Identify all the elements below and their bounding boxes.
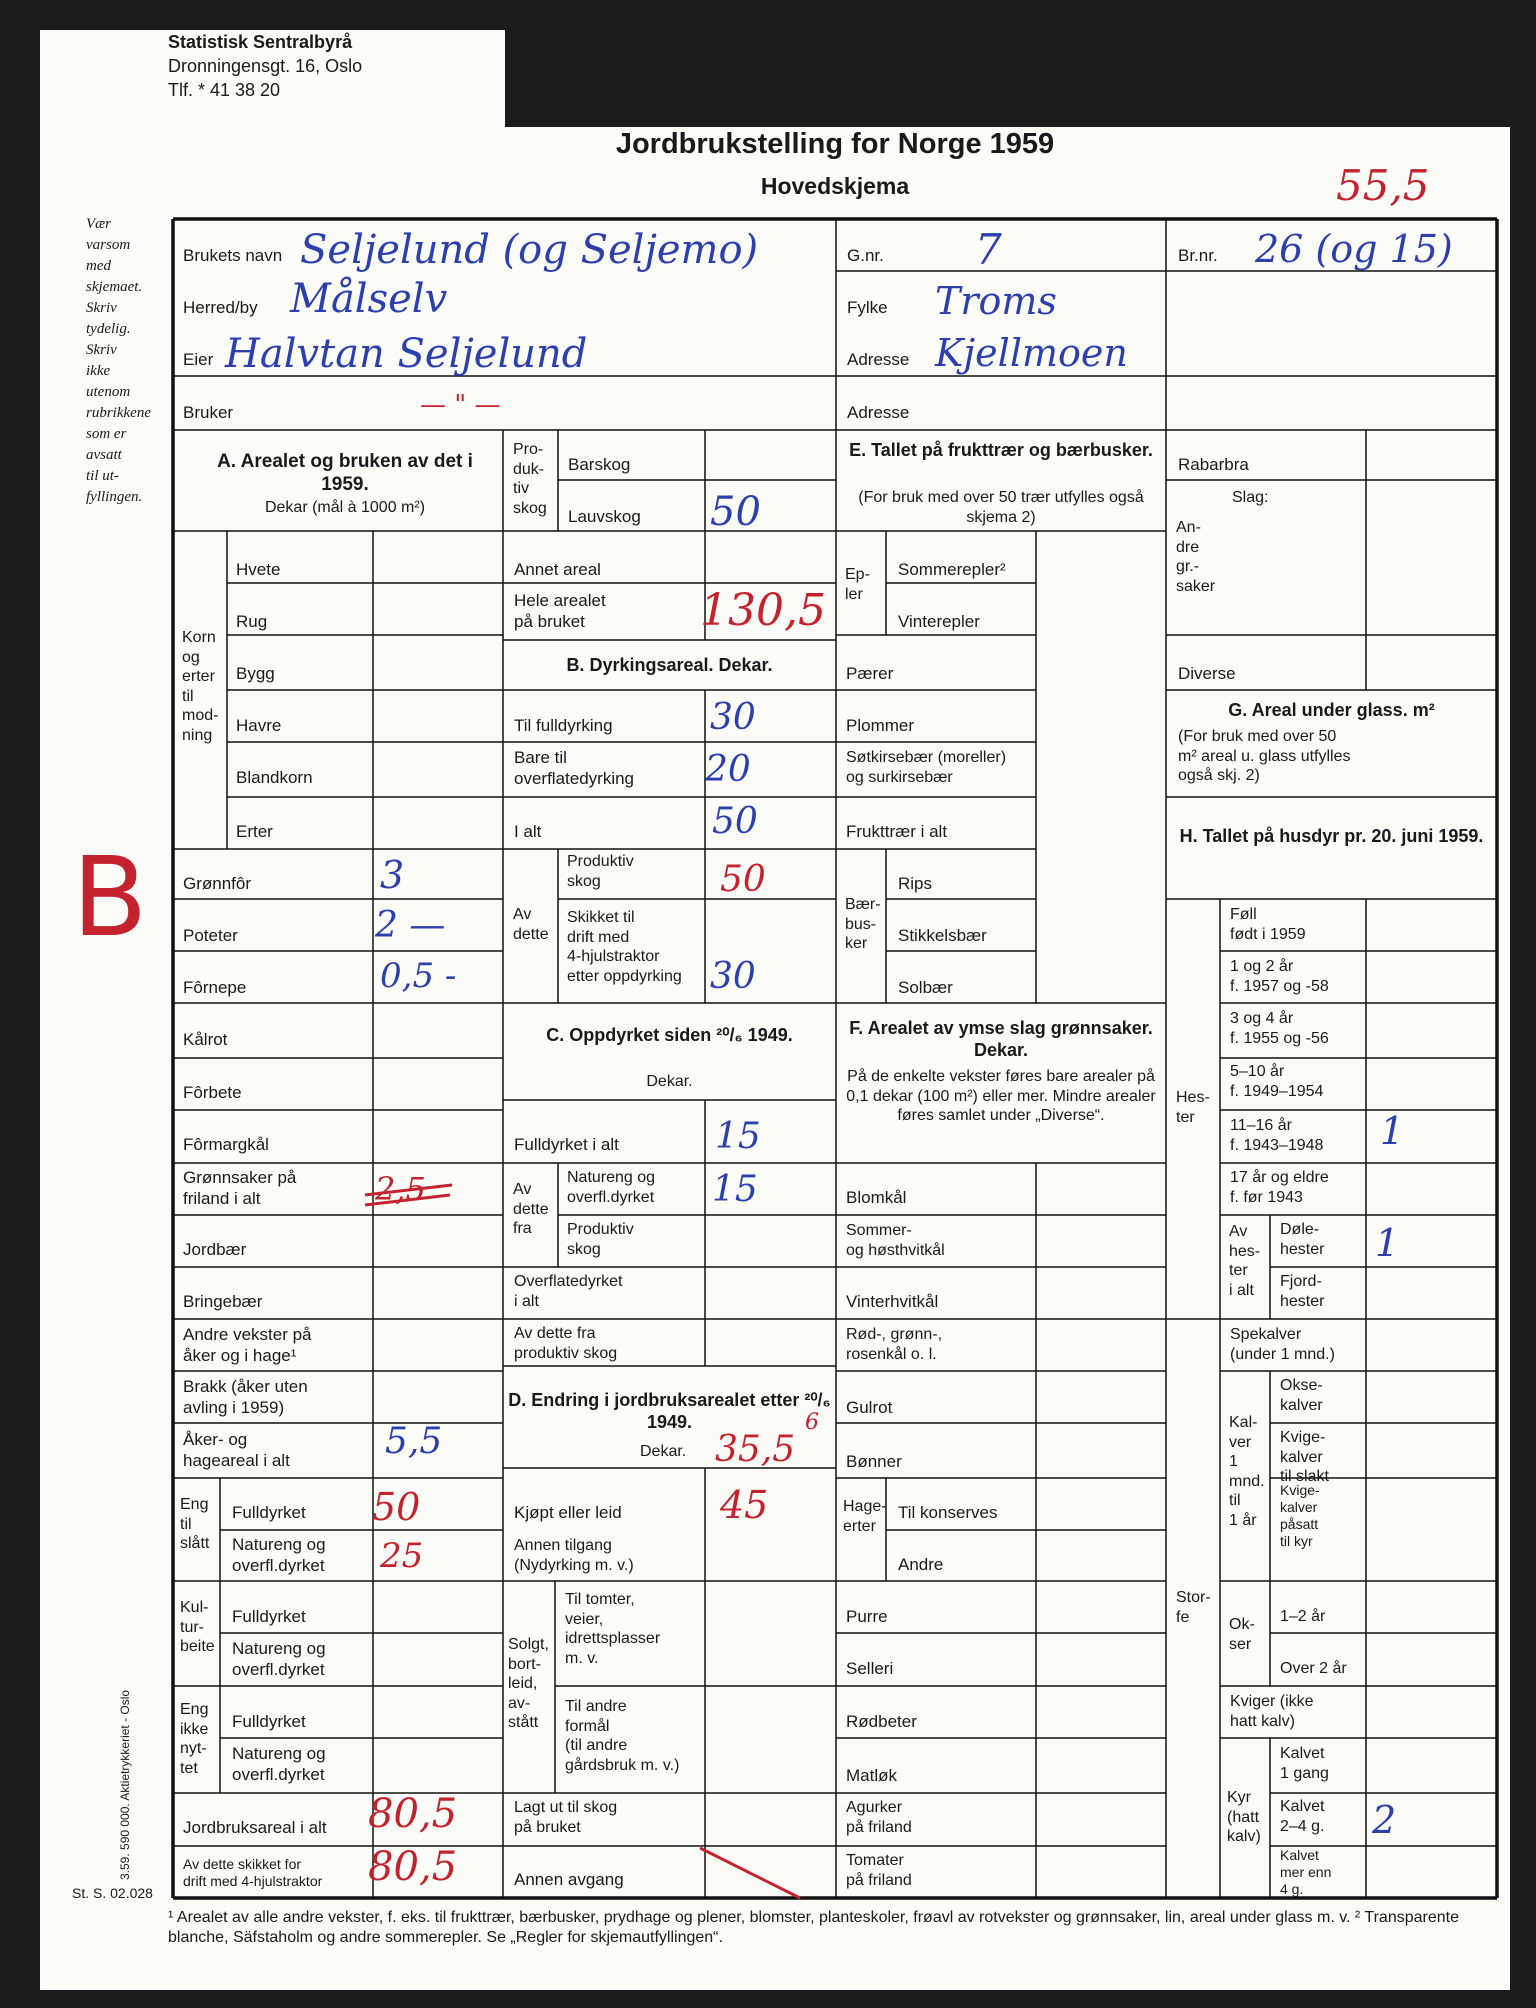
footnote: ¹ Arealet av alle andre vekster, f. eks. til frukttrær, bærbusker, prydhage og plener, blomster, planteskoler, frøavl av rotvekster og grønnsaker, lin, areal under glass m. v. ² Transparente blanche, Säfstaholm og andre sommerepler. Se „Regler for skjemautfyllingen“. (168, 1909, 1459, 1946)
kjopt-label: Kjøpt eller leid (514, 1503, 622, 1522)
avhester-group: Av hes- ter i alt (1229, 1223, 1261, 1299)
row-poteter-value[interactable]: 2 — (375, 905, 446, 946)
slag-label: Slag: (1232, 489, 1269, 506)
produktiv-skog-group: Pro- duk- tiv skog (513, 441, 547, 517)
kvigekalver-slakt-label: Kvige- kalver til slakt (1280, 1429, 1329, 1486)
annen-tilgang-label: Annen tilgang (Nydyrking m. v.) (514, 1537, 634, 1574)
okser-group: Ok- ser (1229, 1616, 1255, 1653)
row-gronnfor-value[interactable]: 3 (380, 853, 405, 897)
row-aker-hage-value[interactable]: 5,5 (385, 1421, 443, 1462)
av-dette-fra-skog-label: Av dette fra produktiv skog (514, 1325, 618, 1362)
label-brnr: Br.nr. (1178, 246, 1218, 265)
kjopt-value[interactable]: 45 (720, 1483, 769, 1527)
korn-group-label: Korn og erter til mod- ning (182, 629, 219, 744)
diverse-label: Diverse (1178, 664, 1236, 683)
vinterepler-label: Vinterepler (898, 612, 980, 631)
veg-rodbeter: Rødbeter (846, 1712, 917, 1731)
over2-label: Over 2 år (1280, 1660, 1347, 1677)
agency-address: Dronningensgt. 16, Oslo (168, 56, 363, 76)
section-d-title: D. Endring i jordbruksarealet etter ²⁰/₆ 1949. (508, 1390, 831, 1432)
ar17-label: 17 år og eldre f. før 1943 (1230, 1169, 1329, 1206)
av-dette-fra-group: Av dette fra (513, 1181, 549, 1238)
value-fylke[interactable]: Troms (935, 279, 1057, 323)
korn-havre: Havre (236, 716, 282, 735)
lagt-ut-label: Lagt ut til skog på bruket (514, 1799, 618, 1836)
skikket-label: Av dette skikket for drift med 4-hjulstraktor (183, 1856, 323, 1890)
value-gnr[interactable]: 7 (975, 225, 1002, 274)
form-title: Jordbrukstelling for Norge 1959 (615, 128, 1055, 160)
fjordhester-label: Fjord- hester (1280, 1273, 1325, 1310)
bare-overflate-value[interactable]: 20 (705, 749, 751, 790)
i-alt-value[interactable]: 50 (712, 801, 758, 842)
kulturbeite-group-label: Kul- tur- beite (180, 1599, 215, 1656)
hele-arealet-value[interactable]: 130,5 (700, 585, 826, 636)
print-info: 3.59. 590 000. Aktietrykkeriet - Oslo (118, 1689, 132, 1880)
value-brnr[interactable]: 26 (og 15) (1255, 227, 1453, 271)
til-fulldyrking-value[interactable]: 30 (710, 697, 756, 738)
kulturbeite-natureng-label: Natureng og overfl.dyrket (232, 1639, 326, 1679)
agency-phone: Tlf. * 41 38 20 (168, 80, 281, 100)
value-bruker[interactable]: — " — (420, 390, 501, 420)
baerbusker-group: Bær- bus- ker (845, 896, 881, 953)
veg-tomater: Tomater på friland (846, 1852, 912, 1889)
skikket-til-value[interactable]: 30 (710, 956, 756, 997)
kviger-label: Kviger (ikke hatt kalv) (1230, 1693, 1314, 1730)
row-poteter-label: Poteter (183, 926, 238, 945)
veg-blomkal: Blomkål (846, 1188, 907, 1207)
veg-sommerkal: Sommer- og høsthvitkål (846, 1222, 945, 1259)
row-brakk-label: Brakk (åker uten avling i 1959) (183, 1377, 308, 1417)
section-g-title: G. Areal under glass. m² (1228, 700, 1435, 720)
barskog-label: Barskog (568, 455, 631, 474)
veg-bonner: Bønner (846, 1452, 902, 1471)
eng-natureng-label: Natureng og overfl.dyrket (232, 1535, 326, 1575)
solgt-group: Solgt, bort- leid, av- stått (508, 1636, 549, 1732)
kalvet-mer-label: Kalvet mer enn 4 g. (1280, 1847, 1332, 1898)
veg-selleri: Selleri (846, 1659, 894, 1678)
label-bruker: Bruker (183, 403, 234, 422)
overflatedyrket-label: Overflatedyrket i alt (514, 1273, 623, 1310)
storfe-group: Stor- fe (1176, 1589, 1211, 1626)
row-jordbaer-label: Jordbær (183, 1240, 247, 1259)
veg-purre: Purre (846, 1607, 888, 1626)
sotkirsebaer-label: Søtkirsebær (moreller) og surkirsebær (846, 749, 1007, 786)
label-fylke: Fylke (847, 298, 888, 317)
row-gronnfor-label: Grønnfôr (183, 874, 252, 893)
lauvskog-value[interactable]: 50 (710, 489, 761, 535)
section-a-unit: Dekar (mål à 1000 m²) (264, 499, 426, 516)
hester-group: Hes- ter (1176, 1089, 1210, 1126)
row-andre-vekster-label: Andre vekster på åker og i hage¹ (183, 1325, 312, 1365)
dolehester-value[interactable]: 1 (1375, 1221, 1400, 1265)
value-eier[interactable]: Halvtan Seljelund (225, 331, 588, 377)
value-bruk-navn[interactable]: Seljelund (og Seljemo) (300, 227, 759, 273)
value-herred[interactable]: Målselv (290, 276, 448, 322)
kalvet1-label: Kalvet 1 gang (1280, 1745, 1329, 1782)
dolehester-label: Døle- hester (1280, 1221, 1325, 1258)
kvigekalver-kyr-label: Kvige- kalver påsatt til kyr (1280, 1482, 1320, 1550)
korn-erter: Erter (236, 822, 273, 841)
section-e-note: (For bruk med over 50 trær utfylles også skjema 2) (858, 489, 1144, 526)
ref-number: 55,5 (1336, 161, 1430, 210)
eng-fulldyrket-value[interactable]: 50 (372, 1485, 421, 1529)
rabarbra-label: Rabarbra (1178, 455, 1249, 474)
row-fornepe-label: Fôrnepe (183, 978, 247, 997)
label-eier: Eier (183, 350, 214, 369)
row-kalrot-label: Kålrot (183, 1030, 228, 1049)
section-d-unit: Dekar. (640, 1443, 687, 1460)
produktiv-skog-2-label: Produktiv skog (567, 1221, 634, 1258)
kyr-group: Kyr (hatt kalv) (1227, 1789, 1261, 1846)
eng-ikke-group-label: Eng ikke nyt- tet (180, 1701, 209, 1777)
annen-avgang-label: Annen avgang (514, 1870, 624, 1889)
veg-agurker: Agurker på friland (846, 1799, 912, 1836)
section-f-note: På de enkelte vekster føres bare arealer på 0,1 dekar (100 m²) eller mer. Mindre arealer føres samlet under „Diverse“. (846, 1068, 1156, 1125)
section-d-value[interactable]: 35,5 (715, 1429, 796, 1470)
sommerepler-label: Sommerepler² (898, 560, 1006, 579)
produktiv-skog-value[interactable]: 50 (720, 859, 766, 900)
natureng-label: Natureng og overfl.dyrket (567, 1169, 656, 1206)
epler-group: Ep- ler (845, 566, 870, 603)
form-code: St. S. 02.028 (72, 1885, 153, 1901)
section-d-value-note: 6 (805, 1410, 819, 1435)
til-konserves-label: Til konserves (898, 1503, 998, 1522)
korn-blandkorn: Blandkorn (236, 768, 313, 787)
bare-overflate-label: Bare til overflatedyrking (514, 748, 635, 788)
andre-label: Andre (898, 1555, 944, 1574)
form-subtitle: Hovedskjema (760, 173, 910, 199)
skikket-value[interactable]: 80,5 (368, 1844, 458, 1890)
fulldyrket-i-alt-label: Fulldyrket i alt (514, 1135, 619, 1154)
solbaer-label: Solbær (898, 978, 953, 997)
engikke-natureng-label: Natureng og overfl.dyrket (232, 1744, 326, 1784)
section-b-title: B. Dyrkingsareal. Dekar. (566, 655, 773, 675)
row-gronnsaker-label: Grønnsaker på friland i alt (183, 1168, 297, 1208)
hele-arealet-label: Hele arealet på bruket (514, 591, 606, 631)
jordbruksareal-value[interactable]: 80,5 (368, 1791, 458, 1837)
okser12-label: 1–2 år (1280, 1608, 1326, 1625)
plommer-label: Plommer (846, 716, 915, 735)
korn-bygg: Bygg (236, 664, 275, 683)
ar1116-value[interactable]: 1 (1380, 1109, 1405, 1153)
section-h-title: H. Tallet på husdyr pr. 20. juni 1959. (1179, 826, 1484, 846)
korn-hvete: Hvete (236, 560, 281, 579)
andre-gr-group: An- dre gr.- saker (1176, 519, 1216, 595)
label-adresse-1: Adresse (847, 350, 910, 369)
section-f-title: F. Arealet av ymse slag grønnsaker. Dekar. (849, 1018, 1153, 1060)
natureng-value[interactable]: 15 (712, 1169, 758, 1210)
label-gnr: G.nr. (847, 246, 884, 265)
frukttraer-label: Frukttrær i alt (846, 822, 948, 841)
value-adresse[interactable]: Kjellmoen (935, 331, 1128, 375)
side-instructions: Vær varsom med skjemaet. Skriv tydelig. Skriv ikke utenom rubrikkene som er avsatt til ut- fyllingen. (86, 216, 151, 505)
korn-rug: Rug (236, 612, 268, 631)
label-adresse-2: Adresse (847, 403, 910, 422)
row-gronnsaker-value[interactable]: 2,5 (375, 1170, 426, 1208)
section-g-note: (For bruk med over 50 m² areal u. glass utfylles også skj. 2) (1178, 728, 1351, 785)
kulturbeite-fulldyrket-label: Fulldyrket (232, 1607, 306, 1626)
til-tomter-label: Til tomter, veier, idrettsplasser m. v. (565, 1591, 661, 1667)
kalver-group: Kal- ver 1 mnd. til 1 år (1229, 1414, 1265, 1529)
kalvet24-value[interactable]: 2 (1372, 1798, 1397, 1842)
veg-gulrot: Gulrot (846, 1398, 893, 1417)
row-bringebaer-label: Bringebær (183, 1292, 263, 1311)
produktiv-skog-label: Produktiv skog (567, 853, 634, 890)
ar12-label: 1 og 2 år f. 1957 og -58 (1230, 958, 1329, 995)
annet-areal-label: Annet areal (514, 560, 601, 579)
section-c-unit: Dekar. (646, 1073, 693, 1090)
section-c-title: C. Oppdyrket siden ²⁰/₆ 1949. (546, 1025, 793, 1045)
skikket-til-label: Skikket til drift med 4-hjulstraktor etter oppdyrking (567, 909, 682, 985)
section-e-title: E. Tallet på frukttrær og bærbusker. (849, 440, 1153, 460)
oksekalver-label: Okse- kalver (1280, 1377, 1323, 1414)
label-herred: Herred/by (183, 298, 258, 317)
veg-matlok: Matløk (846, 1766, 897, 1785)
til-andre-label: Til andre formål (til andre gårdsbruk m. v.) (565, 1698, 680, 1774)
row-forbete-label: Fôrbete (183, 1083, 242, 1102)
lauvskog-label: Lauvskog (568, 507, 641, 526)
hageerter-group: Hage- erter (843, 1498, 887, 1535)
veg-vinterkal: Vinterhvitkål (846, 1292, 939, 1311)
eng-group-label: Eng til slått (180, 1496, 210, 1553)
paerer-label: Pærer (846, 664, 894, 683)
row-aker-hage-label: Åker- og hageareal i alt (183, 1430, 290, 1470)
i-alt-label: I alt (514, 822, 542, 841)
ar1116-label: 11–16 år f. 1943–1948 (1230, 1117, 1324, 1154)
veg-rodkal: Rød-, grønn-, rosenkål o. l. (846, 1326, 943, 1363)
label-bruk-navn: Brukets navn (183, 246, 283, 265)
row-fornepe-value[interactable]: 0,5 - (380, 956, 457, 996)
av-dette-group: Av dette (513, 906, 549, 943)
kalvet24-label: Kalvet 2–4 g. (1280, 1798, 1325, 1835)
engikke-fulldyrket-label: Fulldyrket (232, 1712, 306, 1731)
ar510-label: 5–10 år f. 1949–1954 (1230, 1063, 1324, 1100)
ar34-label: 3 og 4 år f. 1955 og -56 (1230, 1010, 1329, 1047)
spekalver-label: Spekalver (under 1 mnd.) (1230, 1326, 1335, 1363)
eng-fulldyrket-label: Fulldyrket (232, 1503, 306, 1522)
rips-label: Rips (898, 874, 933, 893)
fulldyrket-i-alt-value[interactable]: 15 (715, 1116, 761, 1157)
til-fulldyrking-label: Til fulldyrking (514, 716, 613, 735)
eng-natureng-value[interactable]: 25 (380, 1536, 424, 1576)
section-a-title: A. Arealet og bruken av det i 1959. (217, 451, 473, 496)
foll-label: Føll født i 1959 (1230, 906, 1306, 943)
agency-name: Statistisk Sentralbyrå (168, 32, 353, 52)
stikkelsbaer-label: Stikkelsbær (898, 926, 987, 945)
jordbruksareal-label: Jordbruksareal i alt (183, 1818, 327, 1837)
big-handwritten-mark: B (72, 833, 148, 961)
row-formargkal-label: Fôrmargkål (183, 1135, 269, 1154)
